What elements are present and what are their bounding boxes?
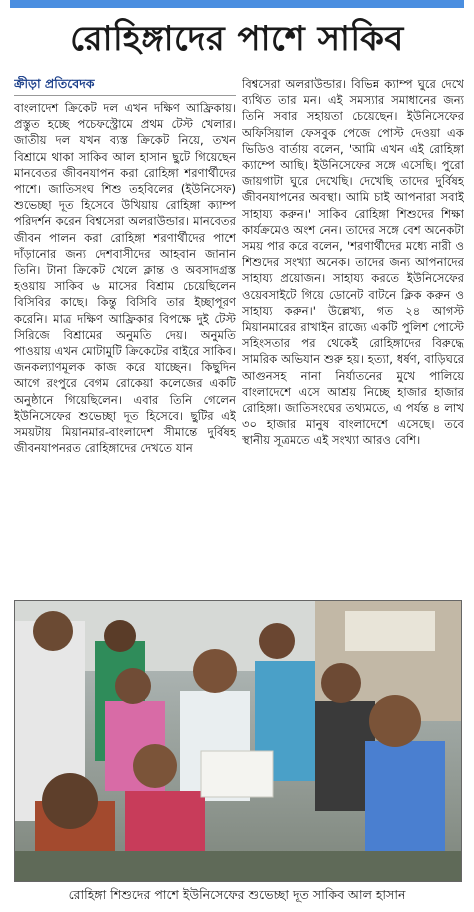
article-text-right: বিশ্বসেরা অলরাউন্ডার। বিভিন্ন ক্যাম্প ঘুরে দেখে ব্যথিত তার মন। এই সমস্যার সমাধানের জন্য তিনি সবার সহায়তা চেয়েছেন। ইউনিসেফের অফিসিয়াল ফেসবুক পেজে পোস্ট দেওয়া এক ভিডিও বার্তায় বলেন, 'আমি এখন এই রোহিঙ্গা ক্যাম্পে আছি। ইউনিসেফের সঙ্গে এসেছি। পুরো জায়গাটা ঘুরে দেখেছি। দেখেছি তাদের দুর্বিষহ জীবনযাপনের অবস্থা। আমি চাই আপনারা সবাই সাহায্য করুন।' সাকিব রোহিঙ্গা শিশুদের শিক্ষা কার্যক্রমেও অংশ নেন। তাদের সঙ্গে বেশ অনেকটা সময় পার করে বলেন, 'শরণার্থীদের মধ্যে নারী ও শিশুদের সংখ্যা অনেক। তাদের জন্য আপনাদের সাহায্য প্রয়োজন। সাহায্য করতে ইউনিসেফের ওয়েবসাইটে গিয়ে ডোনেট বাটনে ক্লিক করুন ও সাহায্য করুন।' উল্লেখ্য, গত ২৪ আগস্ট মিয়ানমারের রাখাইন রাজ্যে একটি পুলিশ পোস্টে সহিংসতার পর থেকেই রোহিঙ্গাদের বিরুদ্ধে সামরিক অভিযান শুরু হয়। হত্যা, ধর্ষণ, বাড়িঘরে আগুনসহ নানা নির্যাতনের মুখে পালিয়ে বাংলাদেশে এসে আশ্রয় নিচ্ছে হাজার হাজার রোহিঙ্গা। জাতিসংঘের তথ্যমতে, এ পর্যন্ত ৪ লাখ ৩০ হাজার মানুষ বাংলাদেশে এসেছে। তবে স্থানীয় সূত্রমতে এই সংখ্যা আরও বেশি। bbox=[242, 77, 464, 448]
article-text-left: বাংলাদেশ ক্রিকেট দল এখন দক্ষিণ আফ্রিকায়। প্রস্তুত হচ্ছে পচেফস্ট্রোমে প্রথম টেস্ট খেলার। জাতীয় দল যখন ব্যস্ত ক্রিকেট নিয়ে, তখন বিশ্রামে থাকা সাকিব আল হাসান ছুটে গিয়েছেন মানবেতর জীবনযাপন করা রোহিঙ্গা শরণার্থীদের পাশে। জাতিসংঘ শিশু তহবিলের (ইউনিসেফ) শুভেচ্ছা দূত হিসেবে উখিয়ায় রোহিঙ্গা ক্যাম্প পরিদর্শন করেন বিশ্বসেরা অলরাউন্ডার। মানবেতর জীবন পালন করা রোহিঙ্গা শরণার্থীদের পাশে দাঁড়ানোর জন্য দেশবাসীদের আহবান জানান তিনি। টানা ক্রিকেট খেলে ক্লান্ত ও অবসাদগ্রস্ত হওয়ায় সাকিব ৬ মাসের বিশ্রাম চেয়েছিলেন বিসিবির কাছে। কিন্তু বিসিবি তার ইচ্ছাপূরণ করেনি। মাত্র দক্ষিণ আফ্রিকার বিপক্ষে দুই টেস্ট সিরিজে বিশ্রামের অনুমতি দেয়। অনুমতি পাওয়ায় এখন মোটামুটি ক্রিকেটের বাইরে সাকিব। জনকল্যাণমূলক কাজ করে যাচ্ছেন। কিছুদিন আগে রংপুরে বেগম রোকেয়া কলেজের একটি অনুষ্ঠানে গিয়েছিলেন। এবার তিনি গেলেন ইউনিসেফের শুভেচ্ছা দূত হিসেবে। ছুটির এই সময়টায় মিয়ানমার-বাংলাদেশ সীমান্তে দুর্বিষহ জীবনযাপনরত রোহিঙ্গাদের দেখতে যান bbox=[14, 101, 236, 456]
header-accent-rule bbox=[10, 0, 464, 8]
byline: ক্রীড়া প্রতিবেদক bbox=[14, 76, 95, 91]
article-column-left bbox=[14, 76, 236, 596]
article-column-right bbox=[242, 76, 464, 596]
news-photo bbox=[14, 600, 462, 882]
byline-divider bbox=[14, 95, 236, 96]
photo-illustration bbox=[15, 601, 461, 881]
headline: রোহিঙ্গাদের পাশে সাকিব bbox=[70, 19, 404, 59]
photo-caption: রোহিঙ্গা শিশুদের পাশে ইউনিসেফের শুভেচ্ছা দূত সাকিব আল হাসান bbox=[68, 887, 406, 902]
